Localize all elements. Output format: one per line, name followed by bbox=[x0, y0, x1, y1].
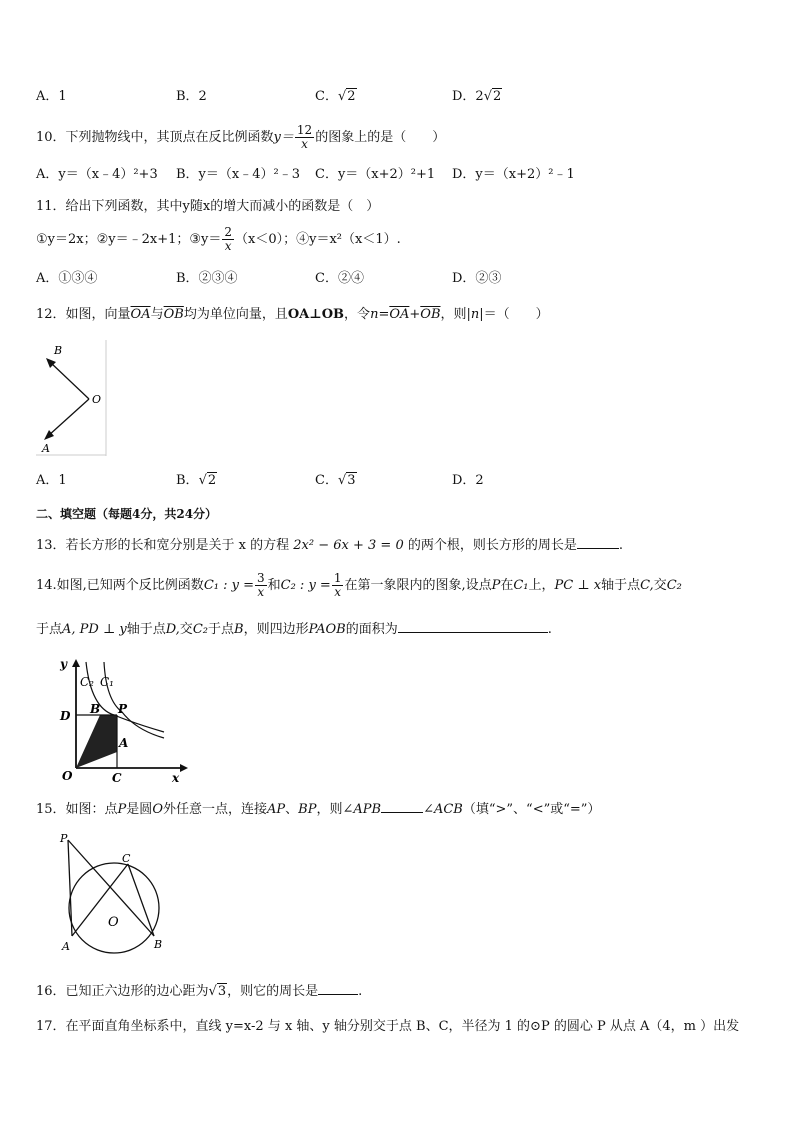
q11-option-c: C．②④ bbox=[315, 271, 364, 286]
q14-label-x: x bbox=[172, 771, 180, 785]
q15-label-a: A bbox=[62, 940, 70, 953]
q9-option-c: C．√2 bbox=[315, 89, 356, 104]
q12-vector-figure bbox=[36, 340, 108, 456]
q9-option-d: D．2√2 bbox=[452, 89, 502, 104]
q14-label-d: D bbox=[60, 709, 71, 723]
q17-stem: 17．在平面直角坐标系中，直线 y=x-2 与 x 轴、y 轴分别交于点 B、C，半径为 1 的⊙P 的圆心 P 从点 A（4，m ）出发 bbox=[36, 1019, 740, 1034]
q14-label-p: P bbox=[118, 702, 128, 716]
q15-answer-blank bbox=[381, 800, 423, 813]
q14-label-a: A bbox=[119, 736, 129, 750]
q10-option-d: D．y＝（x+2）²﹣1 bbox=[452, 167, 575, 182]
q15-label-c: C bbox=[122, 852, 131, 865]
q12-option-a: A．1 bbox=[36, 473, 67, 488]
q12-option-b: B．√2 bbox=[176, 473, 217, 488]
q14-label-y: y bbox=[60, 657, 67, 671]
q10-option-b: B．y＝（x﹣4）²﹣3 bbox=[176, 167, 300, 182]
q16-answer-blank bbox=[318, 982, 358, 995]
q12-label-o: O bbox=[92, 393, 102, 406]
q15-label-p: P bbox=[60, 832, 68, 845]
section-heading: 二、填空题（每题4分，共24分） bbox=[36, 507, 218, 521]
q10-option-c: C．y＝（x+2）²+1 bbox=[315, 167, 436, 182]
q13-answer-blank bbox=[577, 536, 619, 549]
q14-stem-line2: 于点A, PD ⊥ y轴于点D,交C₂于点B，则四边形PAOB的面积为 . bbox=[36, 622, 552, 637]
q14-hyperbola-figure bbox=[56, 656, 190, 786]
q15-label-o: O bbox=[108, 915, 119, 930]
q14-answer-blank bbox=[398, 620, 548, 633]
q13-stem: 13．若长方形的长和宽分别是关于 x 的方程 2x² − 6x + 3 = 0 的两个根，则长方形的周长是 . bbox=[36, 538, 623, 553]
q11-stem: 11．给出下列函数，其中y随x的增大而减小的函数是（ ） bbox=[36, 199, 380, 214]
q16-stem: 16．已知正六边形的边心距为√3，则它的周长是 . bbox=[36, 984, 363, 999]
q11-option-a: A．①③④ bbox=[36, 271, 98, 286]
q11-option-d: D．②③ bbox=[452, 271, 502, 286]
q9-option-a: A．1 bbox=[36, 89, 67, 104]
q12-option-c: C．√3 bbox=[315, 473, 356, 488]
q11-items: ①y＝2x；②y＝﹣2x+1；③y＝ $\frac{2}{x}$ （x＜0）；④y＝x²（x＜1）. bbox=[36, 225, 401, 253]
q12-label-a: A bbox=[42, 442, 50, 455]
q12-stem: 12．如图，向量$\overline{OA}$与$\overline{OB}$均为单位向量，且OA⊥OB，令$n=\overline{OA}+\overline{OB}$，则|n|＝（ ） bbox=[36, 307, 549, 322]
q14-label-c: C bbox=[112, 771, 122, 785]
q15-circle-figure bbox=[56, 830, 170, 954]
q9-option-b: B．2 bbox=[176, 89, 207, 104]
q10-option-a: A．y＝（x﹣4）²+3 bbox=[36, 167, 158, 182]
q14-label-b: B bbox=[90, 702, 101, 716]
q11-option-b: B．②③④ bbox=[176, 271, 238, 286]
q10-stem: 10．下列抛物线中，其顶点在反比例函数y＝ $\frac{12}{x}$ 的图象上的是（ ） bbox=[36, 123, 446, 151]
q15-stem: 15．如图：点P是圆O外任意一点，连接AP、BP，则∠APB ∠ACB（填“>”、“<”或“=”） bbox=[36, 802, 601, 817]
q12-option-d: D．2 bbox=[452, 473, 484, 488]
q14-label-o: O bbox=[62, 769, 73, 783]
q14-label-c1: C₁ bbox=[100, 675, 114, 689]
q14-stem-line1: 14.如图,已知两个反比例函数C₁ : y = $\frac{3}{x}$ 和C₂ : y = $\frac{1}{x}$ 在第一象限内的图象,设点P在C₁上，PC ⊥ x轴于点C,交C₂ bbox=[36, 571, 682, 599]
q14-label-c2: C₂ bbox=[80, 675, 94, 689]
q12-label-b: B bbox=[54, 344, 63, 357]
q15-label-b: B bbox=[154, 938, 163, 951]
